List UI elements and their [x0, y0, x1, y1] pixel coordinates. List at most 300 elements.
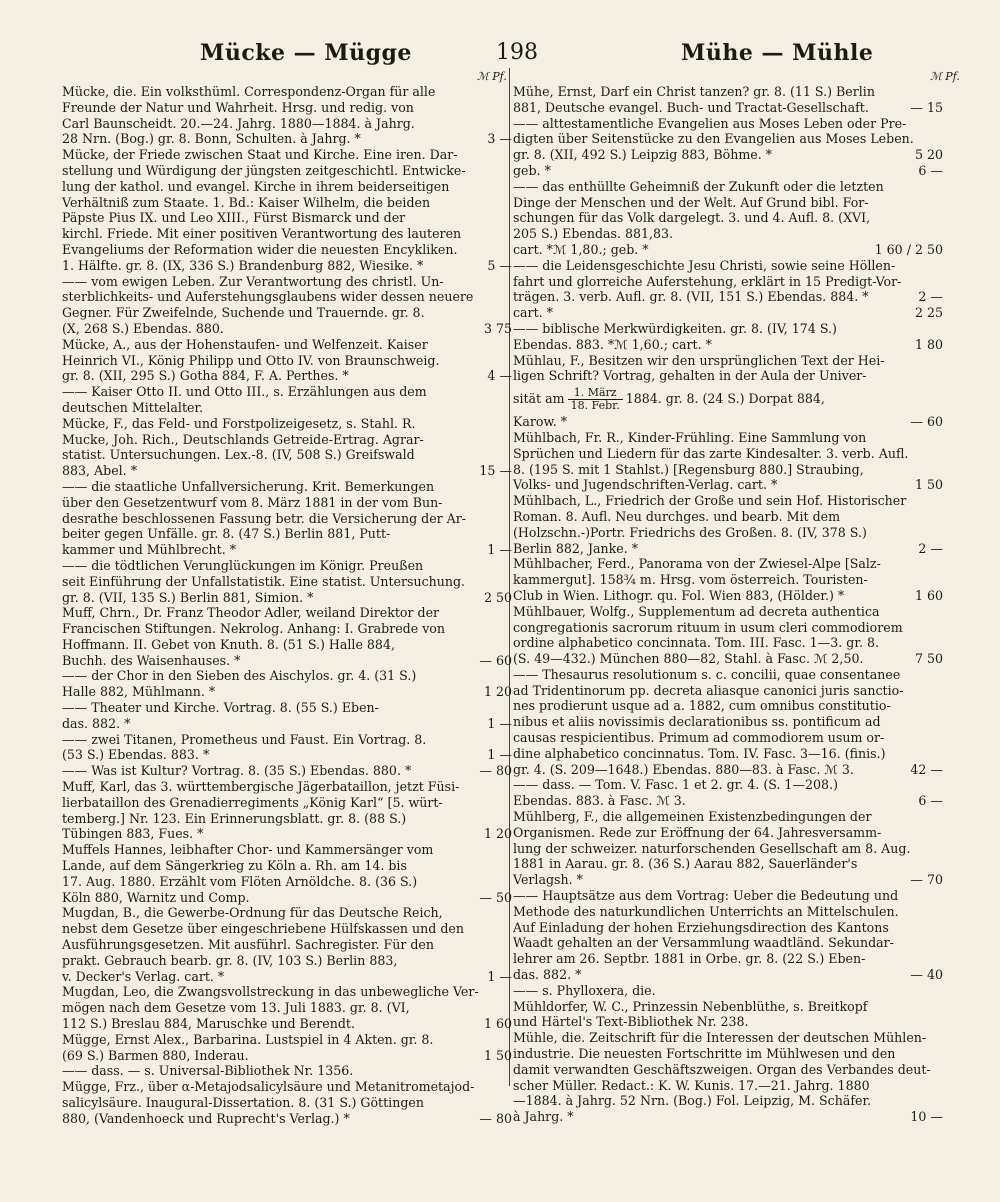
entry-price: — 15 [910, 99, 943, 115]
entry-text: Berlin 882, Janke. * [513, 540, 638, 556]
entry-line [62, 842, 504, 858]
entry-text: causas respicientibus. Primum ad commodiorem usum or- [513, 730, 885, 746]
entry-price: 3 75 [483, 320, 512, 336]
entry-text: kammer und Mühlbrecht. * [62, 542, 236, 558]
entry-line [513, 983, 943, 999]
entry-text: geb. * [513, 162, 551, 178]
entry-line [62, 795, 504, 811]
entry-text: —— Thesaurus resolutionum s. c. concilii, quae consentanee [513, 666, 901, 682]
entry-text: Dinge der Menschen und der Welt. Auf Grund bibl. For- [513, 194, 869, 210]
entry-line [62, 715, 512, 732]
entry-text: —— die Leidensgeschichte Jesu Christi, sowie seine Höllen- [513, 257, 896, 273]
entry-line [513, 384, 943, 414]
entry-text: scher Müller. Redact.: K. W. Kunis. 17.—21. Jahrg. 1880 [513, 1077, 870, 1093]
entry-text: —— dass. — Tom. V. Fasc. 1 et 2. gr. 4. (S. 1—208.) [513, 777, 838, 793]
entry-line [513, 746, 943, 762]
entry-line [513, 809, 943, 825]
entry-line [62, 1079, 504, 1095]
entry-line [62, 495, 504, 511]
entry-line [513, 509, 943, 525]
entry-text: 205 S.) Ebendas. 881,83. [513, 226, 674, 242]
entry-text: kammergut]. 158¾ m. Hrsg. vom österreich. Touristen- [513, 572, 868, 588]
entry-text: —— Was ist Kultur? Vortrag. 8. (35 S.) Ebendas. 880. * [62, 763, 412, 779]
entry-text: fahrt und glorreiche Auferstehung, erklärt in 15 Predigt-Vor- [513, 273, 902, 289]
entry-price: 6 — [918, 162, 943, 178]
entry-text: Mücke, der Friede zwischen Staat und Kirche. Eine iren. Dar- [62, 147, 458, 163]
entry-line [62, 558, 504, 574]
entry-line [513, 353, 943, 369]
entry-line [62, 747, 512, 763]
page-number: 198 [496, 40, 538, 65]
entry-line [62, 763, 512, 779]
entry-line [513, 620, 943, 636]
entry-text: à Jahrg. * [513, 1109, 574, 1125]
entry-price: 1 — [487, 747, 512, 763]
entry-text: seit Einführung der Unfallstatistik. Eine statist. Untersuchung. [62, 573, 466, 589]
entry-line [62, 400, 504, 416]
header-right-keywords: Mühe — Mühle [681, 40, 874, 66]
entry-line [513, 305, 943, 321]
entry-line [62, 305, 504, 321]
entry-line [62, 479, 504, 495]
entry-line [62, 542, 512, 558]
entry-line [513, 793, 943, 809]
right-column [513, 84, 943, 1125]
entry-line [62, 447, 504, 463]
entry-line [513, 368, 943, 384]
entry-line [513, 667, 943, 683]
entry-price: 2 — [918, 540, 943, 556]
entry-line [513, 226, 943, 242]
entry-text: Halle 882, Mühlmann. * [62, 684, 216, 700]
entry-price: — 50 [479, 889, 512, 905]
entry-line [62, 368, 512, 384]
entry-text: —— alttestamentliche Evangelien aus Moses Leben oder Pre- [513, 115, 907, 131]
entry-line [513, 274, 943, 290]
entry-text: Francischen Stiftungen. Nekrolog. Anhang: I. Grabrede von [62, 621, 446, 637]
entry-text: Tübingen 883, Fues. * [62, 826, 204, 842]
entry-line [62, 416, 504, 432]
entry-price: 15 — [479, 463, 512, 479]
entry-text: lehrer am 26. Septbr. 1881 in Orbe. gr. 8. (22 S.) Eben- [513, 951, 866, 967]
entry-line [513, 714, 943, 730]
entry-line [62, 779, 504, 795]
entry-text: gr. 4. (S. 209—1648.) Ebendas. 880—83. à Fasc. ℳ 3. [513, 761, 854, 777]
entry-line [513, 841, 943, 857]
entry-line [513, 556, 943, 572]
entry-line [62, 511, 504, 527]
entry-line [513, 163, 943, 179]
entry-line [513, 1109, 943, 1125]
entry-line [62, 984, 504, 1000]
entry-text: 1. Hälfte. gr. 8. (IX, 336 S.) Brandenburg 882, Wiesike. * [62, 257, 424, 273]
entry-text: sität am [513, 391, 565, 407]
entry-text: (X, 268 S.) Ebendas. 880. [62, 320, 224, 336]
entry-price: — 60 [910, 414, 943, 430]
entry-text: Mugdan, B., die Gewerbe-Ordnung für das Deutsche Reich, [62, 905, 443, 921]
entry-line [513, 541, 943, 557]
entry-line [513, 84, 943, 100]
entry-text: Methode des naturkundlichen Unterrichts an Mittelschulen. [513, 903, 899, 919]
entry-line [513, 572, 943, 588]
entry-price: 42 — [910, 761, 943, 777]
entry-text: Karow. * [513, 414, 568, 430]
entry-line [62, 84, 504, 100]
entry-line [513, 1046, 943, 1062]
entry-price: 2 50 [483, 589, 512, 605]
entry-line [513, 116, 943, 132]
entry-line [62, 179, 504, 195]
entry-text: sterblichkeits- und Auferstehungsglaubens wider dessen neuere [62, 289, 474, 305]
entry-line [62, 1047, 512, 1064]
entry-line [62, 526, 504, 542]
entry-line [513, 525, 943, 541]
entry-text: temberg.] Nr. 123. Ein Erinnerungsblatt. gr. 8. (88 S.) [62, 810, 407, 826]
entry-text: Mügge, Ernst Alex., Barbarina. Lustspiel in 4 Akten. gr. 8. [62, 1031, 434, 1047]
entry-text: Mügge, Frz., über α-Metajodsalicylsäure und Metanitrometajod- [62, 1079, 475, 1095]
entry-line [62, 574, 504, 590]
entry-line [513, 604, 943, 620]
column-divider [509, 68, 510, 1086]
entry-text: 112 S.) Breslau 884, Maruschke und Berendt. [62, 1016, 355, 1032]
entry-text: Köln 880, Warnitz und Comp. [62, 889, 250, 905]
entry-text: 17. Aug. 1880. Erzählt vom Flöten Arnöldche. 8. (36 S.) [62, 873, 418, 889]
entry-text: Ebendas. 883. *ℳ 1,60.; cart. * [513, 336, 712, 352]
entry-line [62, 1095, 504, 1111]
entry-line [513, 825, 943, 841]
entry-line [62, 1032, 504, 1048]
entry-text: 8. (195 S. mit 1 Stahlst.) [Regensburg 880.] Straubing, [513, 461, 864, 477]
date-fraction [568, 387, 623, 412]
fraction-denominator: 18. Febr. [570, 399, 620, 413]
entry-text: Mühldorfer, W. C., Prinzessin Nebenblüthe, s. Breitkopf [513, 998, 868, 1014]
entry-line [513, 651, 943, 667]
entry-line [513, 967, 943, 983]
entry-text: —— zwei Titanen, Prometheus und Faust. Ein Vortrag. 8. [62, 731, 427, 747]
entry-line [513, 179, 943, 195]
header-left-keywords: Mücke — Mügge [200, 40, 412, 66]
entry-line [513, 683, 943, 699]
entry-line [513, 1078, 943, 1094]
entry-text: ligen Schrift? Vortrag, gehalten in der Aula der Univer- [513, 368, 867, 384]
entry-line [513, 904, 943, 920]
entry-text: damit verwandten Geschäftszweigen. Organ des Verbandes deut- [513, 1061, 931, 1077]
entry-text: nes prodierunt usque ad a. 1882, cum omnibus constitutio- [513, 698, 891, 714]
entry-line [513, 730, 943, 746]
entry-price: 5 — [487, 257, 512, 273]
entry-line [62, 684, 512, 700]
entry-price: 7 50 [914, 651, 943, 667]
entry-line [62, 1016, 512, 1032]
entry-price: 1 50 [914, 477, 943, 493]
entry-line [62, 463, 512, 479]
entry-text: Sprüchen und Liedern für das zarte Kindesalter. 3. verb. Aufl. [513, 445, 909, 461]
entry-line [513, 1093, 943, 1109]
entry-text: 1881 in Aarau. gr. 8. (36 S.) Aarau 882, Sauerländer's [513, 856, 858, 872]
entry-text: statist. Untersuchungen. Lex.-8. (IV, 508 S.) Greifswald [62, 447, 415, 463]
entry-price: 1 — [487, 542, 512, 558]
entry-text: Ausführungsgesetzen. Mit ausführl. Sachregister. Für den [62, 937, 435, 953]
entry-price: 1 — [487, 715, 512, 731]
entry-text: gr. 8. (XII, 492 S.) Leipzig 883, Böhme. * [513, 147, 773, 163]
entry-text: Waadt gehalten an der Versammlung waadtländ. Sekundar- [513, 935, 894, 951]
entry-price: 4 — [487, 368, 512, 384]
currency-heading-left: ℳ Pf. [477, 70, 507, 83]
entry-price: — 70 [910, 872, 943, 888]
entry-line [62, 384, 504, 400]
entry-line [62, 289, 504, 305]
entry-text: Ebendas. 883. à Fasc. ℳ 3. [513, 793, 686, 809]
entry-text: (Holzschn.-)Portr. Friedrichs des Großen. 8. (IV, 378 S.) [513, 524, 867, 540]
entry-line [513, 446, 943, 462]
entry-line [62, 131, 512, 147]
entry-text: Freunde der Natur und Wahrheit. Hrsg. und redig. von [62, 99, 414, 115]
entry-line [62, 605, 504, 621]
entry-line [62, 637, 504, 653]
entry-text: prakt. Gebrauch bearb. gr. 8. (IV, 103 S.) Berlin 883, [62, 952, 398, 968]
entry-line [513, 321, 943, 337]
entry-text: 883, Abel. * [62, 463, 137, 479]
entry-price: 1 — [487, 968, 512, 984]
entry-text: kirchl. Friede. Mit einer positiven Verantwortung des lauteren [62, 226, 462, 242]
entry-text: stellung und Würdigung der jüngsten zeitgeschichtl. Entwicke- [62, 162, 466, 178]
entry-price: 10 — [910, 1109, 943, 1125]
entry-price: 1 80 [914, 336, 943, 352]
entry-line [62, 432, 504, 448]
entry-line [513, 777, 943, 793]
entry-text: —— der Chor in den Sieben des Aischylos. gr. 4. (31 S.) [62, 668, 417, 684]
entry-text: —— vom ewigen Leben. Zur Verantwortung des christl. Un- [62, 273, 444, 289]
entry-text: (69 S.) Barmen 880, Inderau. [62, 1047, 249, 1063]
entry-text: Auf Einladung der hohen Erziehungsdirection des Kantons [513, 919, 889, 935]
entry-text: desrathe beschlossenen Fassung betr. die Versicherung der Ar- [62, 510, 467, 526]
entry-text: Mücke, F., das Feld- und Forstpolizeigesetz, s. Stahl. R. [62, 415, 416, 431]
entry-text: Organismen. Rede zur Eröffnung der 64. Jahresversamm- [513, 824, 882, 840]
entry-text: Mücke, die. Ein volksthüml. Correspondenz-Organ für alle [62, 84, 436, 99]
entry-text: —— Hauptsätze aus dem Vortrag: Ueber die Bedeutung und [513, 888, 899, 904]
entry-text: Muff, Chrn., Dr. Franz Theodor Adler, weiland Direktor der [62, 605, 440, 621]
entry-text: lierbataillon des Grenadierregiments „König Karl“ [5. würt- [62, 794, 443, 810]
entry-line [513, 477, 943, 493]
entry-line [513, 430, 943, 446]
entry-text: Lande, auf dem Sängerkrieg zu Köln a. Rh. am 14. bis [62, 858, 407, 874]
entry-line [62, 257, 512, 274]
entry-text: Mühlbauer, Wolfg., Supplementum ad decreta authentica [513, 603, 880, 619]
entry-line [513, 258, 943, 274]
entry-price: 1 60 [914, 587, 943, 603]
entry-line [62, 337, 504, 353]
entry-text: gr. 8. (VII, 135 S.) Berlin 881, Simion. * [62, 589, 314, 605]
entry-text: Club in Wien. Lithogr. qu. Fol. Wien 883, (Hölder.) * [513, 587, 845, 603]
entry-line [513, 762, 943, 778]
entry-line [513, 414, 943, 430]
entry-text: trägen. 3. verb. Aufl. gr. 8. (VII, 151 S.) Ebendas. 884. * [513, 289, 869, 305]
entry-text: Mühlbach, L., Friedrich der Große und sein Hof. Historischer [513, 493, 907, 509]
entry-line [62, 858, 504, 874]
entry-line [62, 1110, 512, 1127]
entry-text: beiter gegen Unfälle. gr. 8. (47 S.) Berlin 881, Putt- [62, 526, 391, 542]
entry-text: —— die tödtlichen Verunglückungen im Königr. Preußen [62, 557, 424, 573]
entry-text: salicylsäure. Inaugural-Dissertation. 8. (31 S.) Göttingen [62, 1095, 424, 1110]
entry-text: Päpste Pius IX. und Leo XIII., Fürst Bismarck und der [62, 210, 406, 226]
entry-text: lung der schweizer. naturforschenden Gesellschaft am 8. Aug. [513, 840, 911, 856]
entry-text: Hoffmann. II. Gebet von Knuth. 8. (51 S.) Halle 884, [62, 636, 395, 652]
entry-line [62, 732, 504, 748]
entry-price: 1 50 [483, 1047, 512, 1063]
entry-text: schungen für das Volk dargelegt. 3. und 4. Aufl. 8. (XVI, [513, 210, 871, 226]
entry-line [62, 242, 504, 258]
entry-text: Mühlbacher, Ferd., Panorama von der Zwiesel-Alpe [Salz- [513, 556, 881, 572]
entry-line [62, 937, 504, 953]
entry-text: Muffels Hannes, leibhafter Chor- und Kammersänger vom [62, 842, 434, 858]
entry-price: — 40 [910, 967, 943, 983]
entry-text: industrie. Die neuesten Fortschritte im Mühlwesen und den [513, 1046, 896, 1062]
entry-text: Mühe, Ernst, Darf ein Christ tanzen? gr. 8. (11 S.) Berlin [513, 84, 875, 99]
entry-line [62, 274, 504, 290]
entry-text: Mühle, die. Zeitschrift für die Interessen der deutschen Mühlen- [513, 1030, 927, 1046]
entry-line [62, 147, 504, 163]
entry-line [62, 195, 504, 211]
entry-text: —1884. à Jahrg. 52 Nrn. (Bog.) Fol. Leipzig, M. Schäfer. [513, 1093, 872, 1109]
entry-text: cart. * [513, 305, 553, 321]
entry-text: —— dass. — s. Universal-Bibliothek Nr. 1356. [62, 1063, 354, 1079]
entry-price: 2 — [918, 289, 943, 305]
entry-text: —— Kaiser Otto II. und Otto III., s. Erzählungen aus dem [62, 384, 427, 400]
entry-line [513, 920, 943, 936]
entry-text: digten über Seitenstücke zu den Evangelien aus Moses Leben. [513, 131, 914, 147]
entry-line [513, 856, 943, 872]
entry-text: Mühlbach, Fr. R., Kinder-Frühling. Eine Sammlung von [513, 429, 867, 445]
entry-line [513, 951, 943, 967]
entry-text: congregationis sacrorum rituum in usum cleri commodiorem [513, 619, 903, 635]
entry-text: ordine alphabetico concinnata. Tom. III. Fasc. 1—3. gr. 8. [513, 635, 879, 651]
entry-text: 881, Deutsche evangel. Buch- und Tractat-Gesellschaft. [513, 99, 869, 115]
entry-line [513, 1062, 943, 1078]
entry-text: 28 Nrn. (Bog.) gr. 8. Bonn, Schulten. à Jahrg. * [62, 131, 361, 147]
entry-text: —— das enthüllte Geheimniß der Zukunft oder die letzten [513, 178, 884, 194]
entry-line [62, 921, 504, 937]
entry-text: —— s. Phylloxera, die. [513, 982, 656, 998]
entry-text: Carl Baunscheidt. 20.—24. Jahrg. 1880—1884. à Jahrg. [62, 115, 415, 131]
entry-line [513, 1014, 943, 1030]
entry-line [62, 621, 504, 637]
entry-text: Roman. 8. Aufl. Neu durchges. und bearb. Mit dem [513, 508, 841, 524]
entry-text: Verlagsh. * [513, 872, 583, 888]
entry-text: Heinrich VI., König Philipp und Otto IV. von Braunschweig. [62, 352, 440, 368]
entry-text: Buchh. des Waisenhauses. * [62, 652, 241, 668]
entry-text: Volks- und Jugendschriften-Verlag. cart. * [513, 477, 778, 493]
entry-text: das. 882. * [513, 967, 582, 983]
entry-line [62, 1063, 504, 1079]
entry-line [62, 210, 504, 226]
entry-line [62, 905, 504, 921]
entry-text: —— die staatliche Unfallversicherung. Krit. Bemerkungen [62, 478, 435, 494]
entry-line [513, 935, 943, 951]
entry-price: 3 — [487, 131, 512, 147]
entry-line [62, 652, 512, 669]
entry-price: 1 60 [483, 1016, 512, 1032]
entry-text: v. Decker's Verlag. cart. * [62, 968, 225, 984]
entry-text: nibus et aliis novissimis declarationibus ss. pontificum ad [513, 714, 881, 730]
entry-text: ad Tridentinorum pp. decreta aliasque canonici juris sanctio- [513, 682, 904, 698]
entry-line [62, 889, 512, 906]
entry-line [62, 874, 504, 890]
entry-text: Mucke, Joh. Rich., Deutschlands Getreide-Ertrag. Agrar- [62, 431, 424, 447]
page-header [0, 40, 1000, 70]
entry-line [62, 163, 504, 179]
entry-text: (S. 49—432.) München 880—82, Stahl. à Fasc. ℳ 2,50. [513, 651, 864, 667]
entry-line [62, 589, 512, 606]
entry-text: 880, (Vandenhoeck und Ruprecht's Verlag.) * [62, 1110, 350, 1126]
entry-line [513, 872, 943, 888]
entry-line [62, 700, 504, 716]
entry-price: 1 20 [483, 826, 512, 842]
entry-line [513, 131, 943, 147]
entry-text: —— biblische Merkwürdigkeiten. gr. 8. (IV, 174 S.) [513, 320, 837, 336]
entry-text: deutschen Mittelalter. [62, 399, 204, 415]
entry-line [513, 289, 943, 305]
entry-text: Muff, Karl, das 3. württembergische Jägerbataillon, jetzt Füsi- [62, 779, 460, 795]
entry-text: über den Gesetzentwurf vom 8. März 1881 in der vom Bun- [62, 494, 443, 510]
entry-text: nebst dem Gesetze über eingeschriebene Hülfskassen und den [62, 921, 464, 937]
entry-text: gr. 8. (XII, 295 S.) Gotha 884, F. A. Perthes. * [62, 368, 349, 384]
entry-line [62, 668, 504, 684]
entry-line [513, 100, 943, 116]
entry-text: Mühlau, F., Besitzen wir den ursprünglichen Text der Hei- [513, 352, 885, 368]
entry-line [62, 353, 504, 369]
entry-price: 2 25 [914, 305, 943, 321]
entry-line [513, 493, 943, 509]
entry-text: mögen nach dem Gesetze vom 13. Juli 1883. gr. 8. (VI, [62, 1000, 410, 1016]
entry-price: 1 20 [483, 684, 512, 700]
entry-text: —— Theater und Kirche. Vortrag. 8. (55 S.) Eben- [62, 700, 379, 716]
entry-text-continued: 1884. gr. 8. (24 S.) Dorpat 884, [625, 391, 825, 407]
entry-line [513, 195, 943, 211]
entry-line [62, 811, 504, 827]
entry-text: Mugdan, Leo, die Zwangsvollstreckung in das unbewegliche Ver- [62, 984, 479, 1000]
entry-price: — 80 [479, 1110, 512, 1126]
entry-text: Evangeliums der Reformation wider die neuesten Encykliken. [62, 241, 458, 257]
entry-text: das. 882. * [62, 715, 131, 731]
entry-line [62, 116, 504, 132]
entry-text: Gegner. Für Zweifelnde, Suchende und Trauernde. gr. 8. [62, 305, 425, 321]
entry-text: cart. *ℳ 1,80.; geb. * [513, 241, 649, 257]
entry-line [62, 1000, 504, 1016]
entry-text: und Härtel's Text-Bibliothek Nr. 238. [513, 1014, 749, 1030]
entry-line [62, 826, 512, 842]
left-column [62, 84, 512, 1127]
currency-heading-right: ℳ Pf. [930, 70, 960, 83]
entry-text: lung der kathol. und evangel. Kirche in ihrem beiderseitigen [62, 178, 450, 194]
entry-text: Mühlberg, F., die allgemeinen Existenzbedingungen der [513, 809, 872, 825]
entry-price: 5 20 [914, 147, 943, 163]
entry-line [513, 210, 943, 226]
fraction-numerator: 1. März [568, 387, 623, 400]
entry-price: 6 — [918, 793, 943, 809]
entry-line [62, 100, 504, 116]
entry-line [513, 888, 943, 904]
entry-line [513, 242, 943, 258]
entry-text: (53 S.) Ebendas. 883. * [62, 747, 210, 763]
entry-line [513, 337, 943, 353]
entry-line [513, 147, 943, 163]
entry-line [513, 698, 943, 714]
entry-line [513, 1030, 943, 1046]
entry-text: dine alphabetico concinnatus. Tom. IV. Fasc. 3—16. (finis.) [513, 745, 886, 761]
entry-text: Mücke, A., aus der Hohenstaufen- und Welfenzeit. Kaiser [62, 336, 428, 352]
entry-price: — 60 [479, 652, 512, 668]
entry-line [513, 462, 943, 478]
